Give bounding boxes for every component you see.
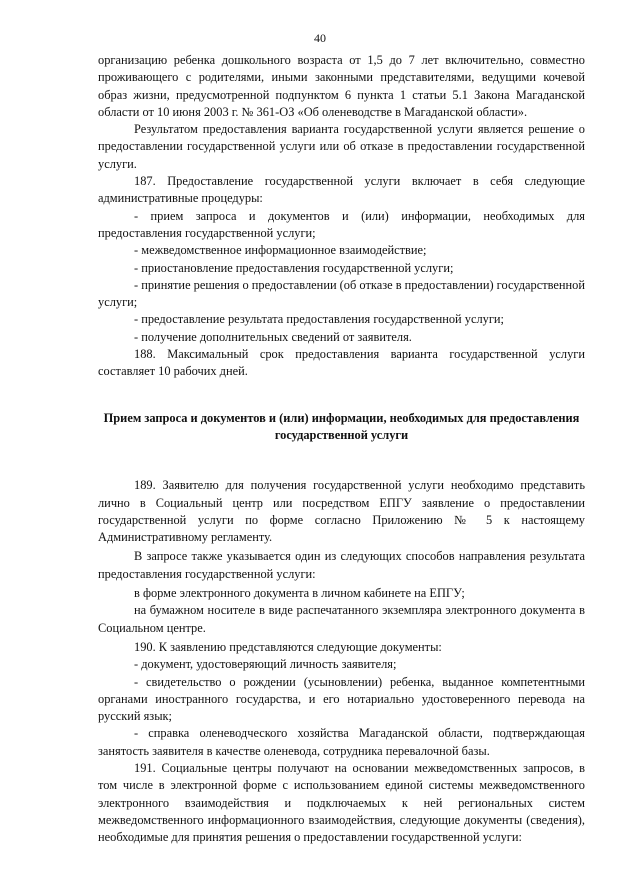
list-item: - документ, удостоверяющий личность заявителя; [134, 657, 397, 672]
paragraph-188: 188. Максимальный срок предоставления варианта государственной услуги составляет 10 рабочих дней. [98, 347, 585, 379]
list-item: на бумажном носителе в виде распечатанного экземпляра электронного документа в Социальном центре. [98, 603, 585, 635]
list-item: - принятие решения о предоставлении (об отказе в предоставлении) государственной услуги; [98, 277, 585, 310]
list-item: - межведомственное информационное взаимодействие; [134, 243, 427, 258]
paragraph-190: 190. К заявлению представляются следующие документы: [134, 639, 442, 654]
list-item: - справка оленеводческого хозяйства Магаданской области, подтверждающая занятость заявителя в качестве оленевода, сотрудника перевалочной базы. [98, 726, 585, 758]
paragraph-result: Результатом предоставления варианта государственной услуги является решение о предоставлении государственной услуги или об отказе в предоставлении государственной услуги. [98, 122, 585, 171]
list-item: в форме электронного документа в личном кабинете на ЕПГУ; [134, 586, 465, 601]
paragraph-191: 191. Социальные центры получают на основании межведомственных запросов, в том числе в электронной форме с использованием единой системы межведомственного электронного взаимодействия и подключаемых к ней региональных систем межведомственного информационного взаимодействия, следующие документы (сведения), необходимые для принятия решения о предоставлении государственной услуги: [98, 760, 585, 845]
section-heading: Прием запроса и документов и (или) информации, необходимых для предоставления государственной услуги [103, 410, 580, 442]
paragraph-continuation: организацию ребенка дошкольного возраста от 1,5 до 7 лет включительно, совместно проживающего с родителями, иными законными представителями, ведущими кочевой образ жизни, предусмотренной подпунктом 6 пункта 1 статьи 5.1 Закона Магаданской области от 10 июня 2003 г. № 361-ОЗ «Об оленеводстве в Магаданской области». [98, 53, 585, 119]
list-item: - получение дополнительных сведений от заявителя. [134, 329, 412, 344]
list-item: - приостановление предоставления государственной услуги; [134, 260, 454, 275]
list-item: - прием запроса и документов и (или) информации, необходимых для предоставления государственной услуги; [98, 208, 585, 240]
page-number: 40 [314, 31, 326, 45]
document-body [98, 52, 585, 846]
paragraph-187: 187. Предоставление государственной услуги включает в себя следующие административные процедуры: [98, 174, 585, 206]
list-item: - предоставление результата предоставления государственной услуги; [134, 312, 504, 327]
paragraph-189: 189. Заявителю для получения государственной услуги необходимо представить лично в Социальный центр или посредством ЕПГУ заявление о предоставлении государственной услуги по форме согласно Приложению № 5 к настоящему Административному регламенту. [98, 478, 585, 545]
list-item: - свидетельство о рождении (усыновлении) ребенка, выданное компетентными органами иностранного государства, и его нотариально удостоверенного перевода на русский язык; [98, 674, 585, 724]
paragraph-delivery-method: В запросе также указывается один из следующих способов направления результата предоставления государственной услуги: [98, 549, 585, 581]
